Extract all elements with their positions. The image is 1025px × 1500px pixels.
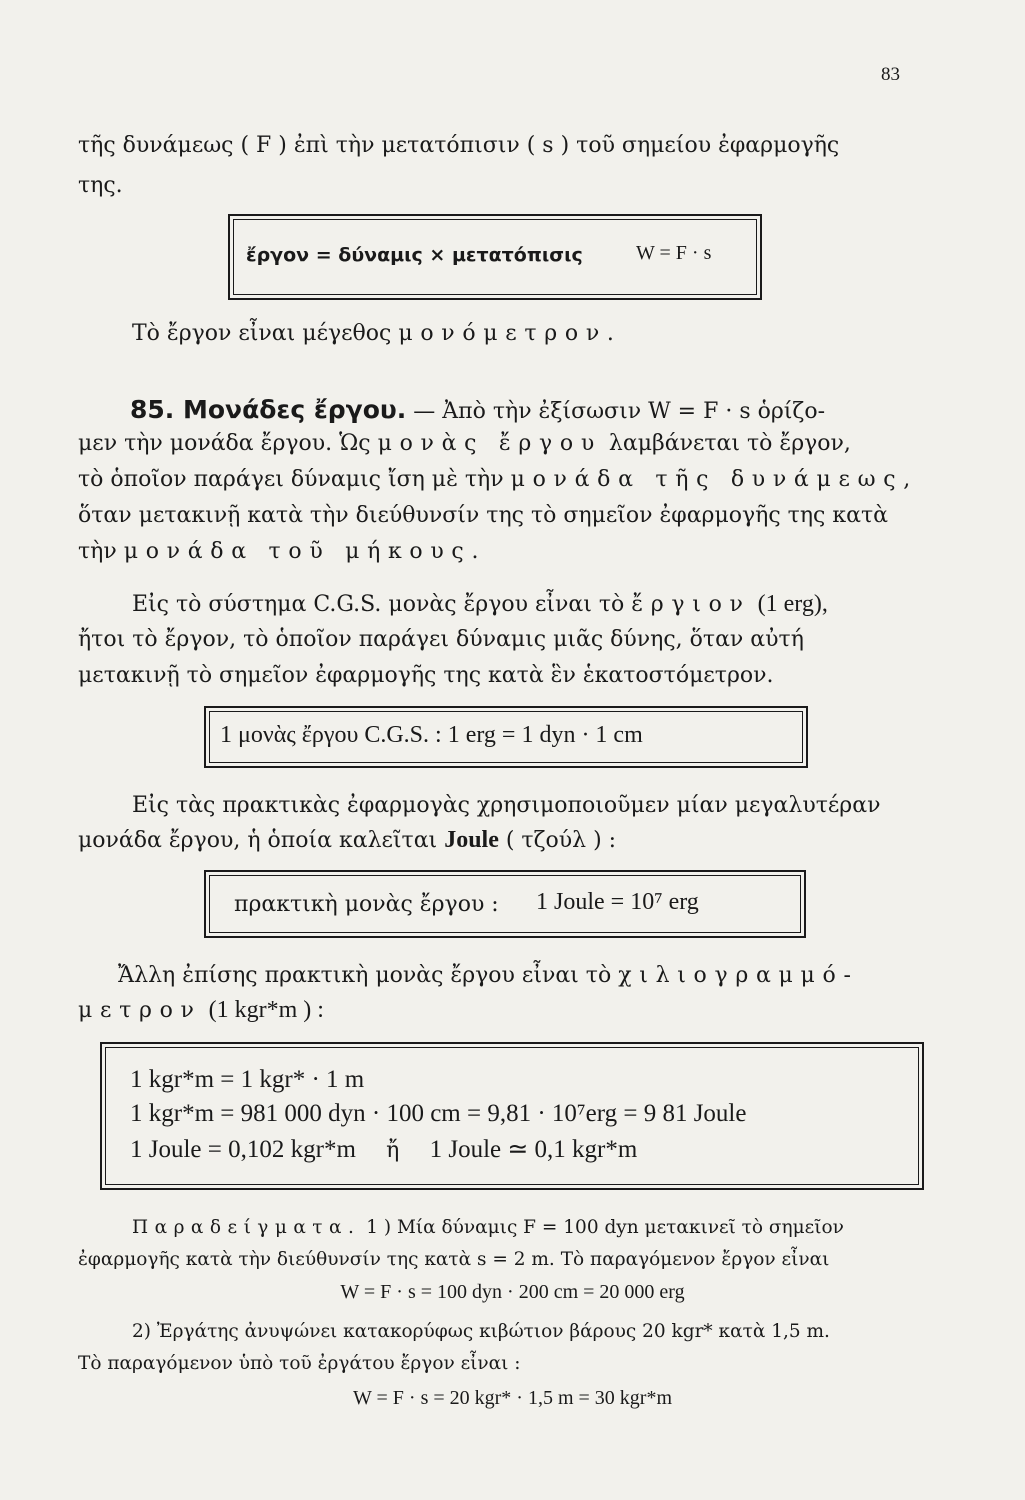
spaced-term: μονάδα τοῦ μήκους. — [123, 539, 487, 564]
examples-line-4: Τὸ παραγόμενον ὑπὸ τοῦ ἐργάτου ἔργον εἶναι : — [78, 1353, 521, 1374]
conversion-row-3 — [130, 1134, 637, 1164]
text-segment: τὴν — [78, 539, 117, 564]
text-segment: 1 Joule = 0,102 kgr*m — [130, 1136, 356, 1163]
cgs-line-2: ἤτοι τὸ ἔργον, τὸ ὁποῖον παράγει δύναμις μιᾶς δύνης, ὅταν αὐτή — [78, 627, 804, 652]
intro-line-2: της. — [78, 173, 123, 198]
joule-line-2 — [78, 826, 928, 855]
text-segment: 1 ) Μία δύναμις F = 100 dyn μετακινεῖ τὸ σημεῖον — [366, 1217, 844, 1238]
section-85-line-1-rest: — Ἀπὸ τὴν ἐξίσωσιν W = F · s ὁρίζο- — [406, 399, 826, 424]
text-segment: (1 kgr*m ) : — [208, 997, 324, 1023]
work-definition-box — [228, 214, 762, 300]
cgs-unit-box — [204, 706, 808, 768]
conversion-row-2: 1 kgr*m = 981 000 dyn · 100 cm = 9,81 · 10⁷erg = 9 81 Joule — [130, 1100, 747, 1127]
intro-line-1: τῆς δυνάμεως ( F ) ἐπὶ τὴν μετατόπισιν ( s ) τοῦ σημείου ἐφαρμογῆς — [78, 133, 840, 158]
page-number: 83 — [881, 64, 900, 85]
spaced-term: μονὰς ἔργου — [377, 431, 602, 456]
text-segment: μονάδα ἔργου, ἡ ὁποία καλεῖται — [78, 828, 438, 853]
spaced-term: Παραδείγματα. — [132, 1217, 361, 1238]
example-1-equation: W = F · s = 100 dyn · 200 cm = 20 000 erg — [340, 1281, 685, 1303]
section-85-line-2 — [78, 430, 928, 458]
spaced-term: μετρον — [78, 998, 202, 1023]
example-2-equation: W = F · s = 20 kgr* · 1,5 m = 30 kgr*m — [352, 1387, 672, 1409]
section-85-line-3 — [78, 466, 928, 494]
spaced-term: ἔργιον — [631, 592, 751, 617]
work-definition-text: ἔργον = δύναμις × μετατόπισις — [246, 244, 583, 266]
joule-formula: 1 Joule = 10⁷ erg — [536, 889, 699, 915]
text-segment: ( τζούλ ) : — [505, 828, 617, 853]
scalar-spaced-word: μονόμετρον. — [398, 321, 622, 346]
examples-line-2: ἐφαρμογῆς κατὰ τὴν διεύθυνσίν της κατὰ s = 2 m. Τὸ παραγόμενον ἔργον εἶναι — [78, 1249, 830, 1270]
text-segment: Ἄλλη ἐπίσης πρακτικὴ μονὰς ἔργου εἶναι τὸ — [118, 963, 612, 988]
section-heading: 85. Μονάδες ἔργου. — [130, 395, 407, 424]
text-segment: (1 erg), — [757, 591, 828, 617]
spaced-term: χιλιογραμμό- — [618, 963, 859, 988]
section-85-line-1 — [130, 396, 980, 426]
examples-line-1 — [132, 1214, 982, 1242]
practical-unit-label: πρακτικὴ μονὰς ἔργου : — [234, 892, 499, 917]
scalar-prefix: Τὸ ἔργον εἶναι μέγεθος — [132, 321, 392, 346]
work-formula: W = F · s — [636, 242, 712, 264]
cgs-line-1 — [132, 590, 982, 619]
section-85-line-4: ὅταν μετακινῇ κατὰ τὴν διεύθυνσίν της τὸ σημεῖον ἐφαρμογῆς της κατὰ — [78, 503, 888, 528]
bold-term: Joule — [444, 827, 499, 853]
spaced-term: μονάδα τῆς δυνάμεως, — [510, 467, 918, 492]
cgs-unit-formula: 1 μονὰς ἔργου C.G.S. : 1 erg = 1 dyn · 1 cm — [220, 722, 643, 748]
text-segment: Εἰς τὸ σύστημα C.G.S. μονὰς ἔργου εἶναι τὸ — [132, 592, 625, 617]
kgm-conversion-box — [100, 1042, 924, 1190]
kgm-line-1 — [118, 962, 968, 990]
joule-unit-box — [204, 870, 806, 938]
joule-line-1: Εἰς τὰς πρακτικὰς ἐφαρμογὰς χρησιμοποιοῦμεν μίαν μεγαλυτέραν — [132, 793, 881, 818]
text-segment: 1 Joule ≃ 0,1 kgr*m — [429, 1136, 638, 1163]
section-85-line-5 — [78, 538, 928, 566]
examples-line-3: 2) Ἐργάτης ἀνυψώνει κατακορύφως κιβώτιον βάρους 20 kgr* κατὰ 1,5 m. — [132, 1321, 830, 1342]
kgm-line-2 — [78, 996, 928, 1025]
scalar-quantity-line — [132, 320, 982, 348]
text-segment: μεν τὴν μονάδα ἔργου. Ὡς — [78, 431, 371, 456]
text-segment: τὸ ὁποῖον παράγει δύναμις ἴση μὲ τὴν — [78, 467, 504, 492]
conversion-row-1: 1 kgr*m = 1 kgr* · 1 m — [130, 1066, 365, 1093]
cgs-line-3: μετακινῇ τὸ σημεῖον ἐφαρμογῆς της κατὰ ἓν ἑκατοστόμετρον. — [78, 663, 774, 688]
or-word: ἤ — [386, 1138, 400, 1163]
text-segment: λαμβάνεται τὸ ἔργον, — [608, 431, 851, 456]
